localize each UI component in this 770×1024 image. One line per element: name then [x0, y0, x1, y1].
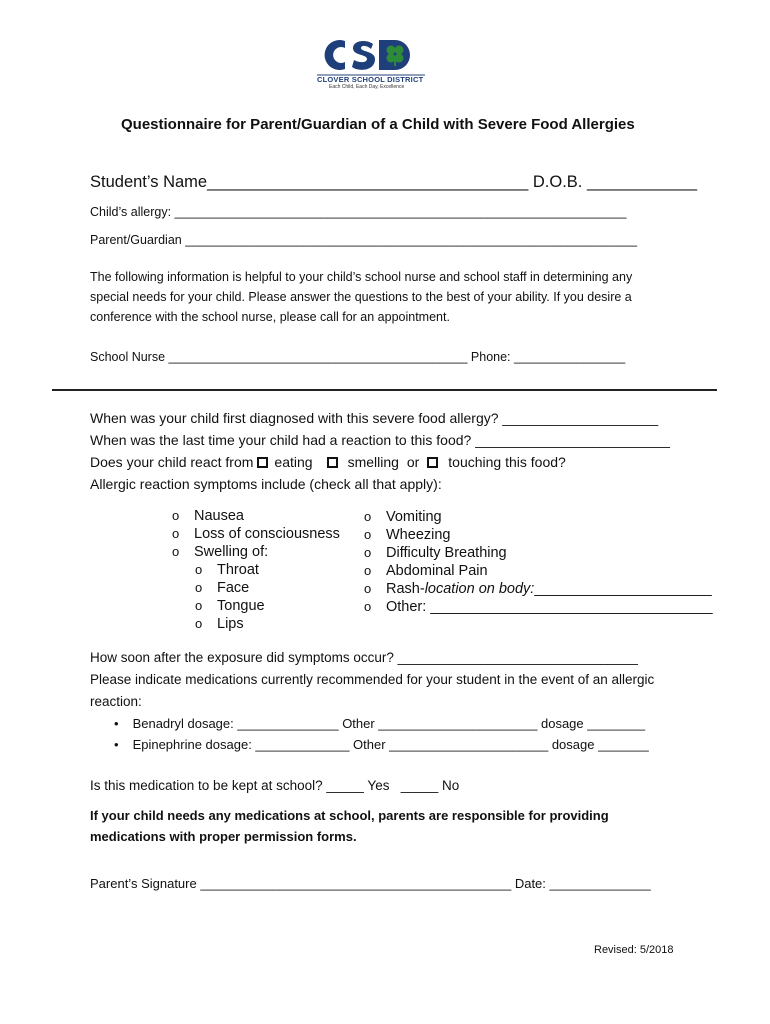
eating-label: eating — [274, 454, 313, 470]
symptom-item[interactable] — [172, 525, 340, 543]
intro-line-1: The following information is helpful to your child’s school nurse and school staff in determining any — [90, 270, 633, 284]
symptom-item[interactable] — [364, 526, 713, 544]
smelling-checkbox[interactable] — [327, 457, 338, 468]
symptom-item[interactable] — [172, 543, 340, 561]
intro-line-2: special needs for your child. Please answer the questions to the best of your ability. If you desire a — [90, 290, 632, 304]
parent-guardian-line[interactable]: Parent/Guardian _________________________________________________________________ — [90, 233, 638, 247]
bullet-circle-icon: o — [195, 580, 203, 595]
or-label: or — [406, 454, 420, 470]
vomiting-label: Vomiting — [386, 509, 442, 525]
rash-location-label: location on body: — [424, 581, 535, 597]
symptoms-left-list — [172, 507, 340, 633]
bullet-circle-icon: o — [172, 526, 180, 541]
nausea-label: Nausea — [194, 508, 244, 524]
rash-location-blank[interactable]: ______________________ — [534, 581, 712, 597]
bullet-circle-icon: o — [364, 509, 372, 524]
diagnosed-question[interactable]: When was your child first diagnosed with this severe food allergy? ____________________ — [90, 410, 659, 426]
abdominal-pain-label: Abdominal Pain — [386, 563, 488, 579]
bullet-circle-icon: o — [364, 599, 372, 614]
notice-line-2: medications with proper permission forms. — [90, 829, 357, 844]
bullet-circle-icon: o — [172, 508, 180, 523]
symptom-subitem[interactable] — [172, 597, 340, 615]
form-title: Questionnaire for Parent/Guardian of a Child with Severe Food Allergies — [121, 116, 635, 133]
district-name: CLOVER SCHOOL DISTRICT — [317, 75, 424, 84]
react-from-question — [90, 454, 566, 470]
symptom-item[interactable] — [172, 507, 340, 525]
section-divider — [52, 389, 717, 391]
touching-checkbox[interactable] — [427, 457, 438, 468]
school-nurse-phone-line[interactable]: School Nurse ___________________________________________ Phone: ________________ — [90, 350, 626, 364]
benadryl-dosage-text[interactable]: Benadryl dosage: ______________ Other ______________________ dosage ________ — [132, 716, 646, 731]
bullet-dot-icon: • — [114, 716, 119, 731]
symptom-item[interactable] — [364, 598, 713, 616]
bullet-circle-icon: o — [195, 598, 203, 613]
epinephrine-line[interactable] — [114, 737, 649, 752]
other-symptom-line[interactable]: Other: ___________________________________ — [386, 599, 713, 615]
notice-line-1: If your child needs any medications at school, parents are responsible for providing — [90, 808, 609, 823]
epinephrine-dosage-text[interactable]: Epinephrine dosage: _____________ Other ______________________ dosage _______ — [132, 737, 649, 752]
rash-label: Rash- — [386, 581, 425, 597]
bullet-circle-icon: o — [364, 563, 372, 578]
react-prefix: Does your child react from — [90, 454, 254, 470]
benadryl-line[interactable] — [114, 716, 645, 731]
bullet-circle-icon: o — [364, 527, 372, 542]
swelling-label: Swelling of: — [194, 544, 269, 560]
face-label: Face — [217, 580, 250, 596]
bullet-circle-icon: o — [195, 562, 203, 577]
symptom-subitem[interactable] — [172, 561, 340, 579]
smelling-label: smelling — [347, 454, 399, 470]
eating-checkbox[interactable] — [257, 457, 268, 468]
intro-line-3: conference with the school nurse, please call for an appointment. — [90, 310, 450, 324]
bullet-circle-icon: o — [364, 545, 372, 560]
how-soon-question[interactable]: How soon after the exposure did symptoms occur? ________________________________ — [90, 650, 638, 665]
bullet-circle-icon: o — [172, 544, 180, 559]
tongue-label: Tongue — [217, 598, 265, 614]
symptom-subitem[interactable] — [172, 615, 340, 633]
medications-question-line-2: reaction: — [90, 694, 142, 709]
symptoms-right-list — [364, 508, 713, 616]
throat-label: Throat — [217, 562, 259, 578]
district-logo — [315, 35, 427, 98]
child-allergy-line[interactable]: Child’s allergy: _________________________________________________________________ — [90, 205, 627, 219]
revised-date: Revised: 5/2018 — [594, 944, 674, 956]
bullet-circle-icon: o — [195, 616, 203, 631]
symptoms-intro: Allergic reaction symptoms include (check all that apply): — [90, 476, 442, 492]
bullet-dot-icon: • — [114, 737, 119, 752]
symptom-subitem[interactable] — [172, 579, 340, 597]
symptom-item[interactable] — [364, 544, 713, 562]
difficulty-breathing-label: Difficulty Breathing — [386, 545, 507, 561]
district-motto: Each Child, Each Day, Excellence — [329, 84, 405, 90]
bullet-circle-icon: o — [364, 581, 372, 596]
signature-date-line[interactable]: Parent’s Signature ___________________________________________ Date: ______________ — [90, 876, 651, 891]
symptom-item[interactable] — [364, 562, 713, 580]
symptom-item[interactable] — [364, 508, 713, 526]
lips-label: Lips — [217, 616, 244, 632]
student-name-dob-line[interactable]: Student’s Name___________________________________ D.O.B. ____________ — [90, 173, 698, 191]
medications-question-line-1: Please indicate medications currently recommended for your student in the event of an allergic — [90, 672, 655, 687]
last-reaction-question[interactable]: When was the last time your child had a reaction to this food? _________________________ — [90, 432, 670, 448]
loss-of-consciousness-label: Loss of consciousness — [194, 526, 340, 542]
touching-label: touching this food? — [448, 454, 566, 470]
wheezing-label: Wheezing — [386, 527, 451, 543]
keep-at-school-question[interactable]: Is this medication to be kept at school? _____ Yes _____ No — [90, 778, 460, 793]
symptom-item[interactable] — [364, 580, 713, 598]
